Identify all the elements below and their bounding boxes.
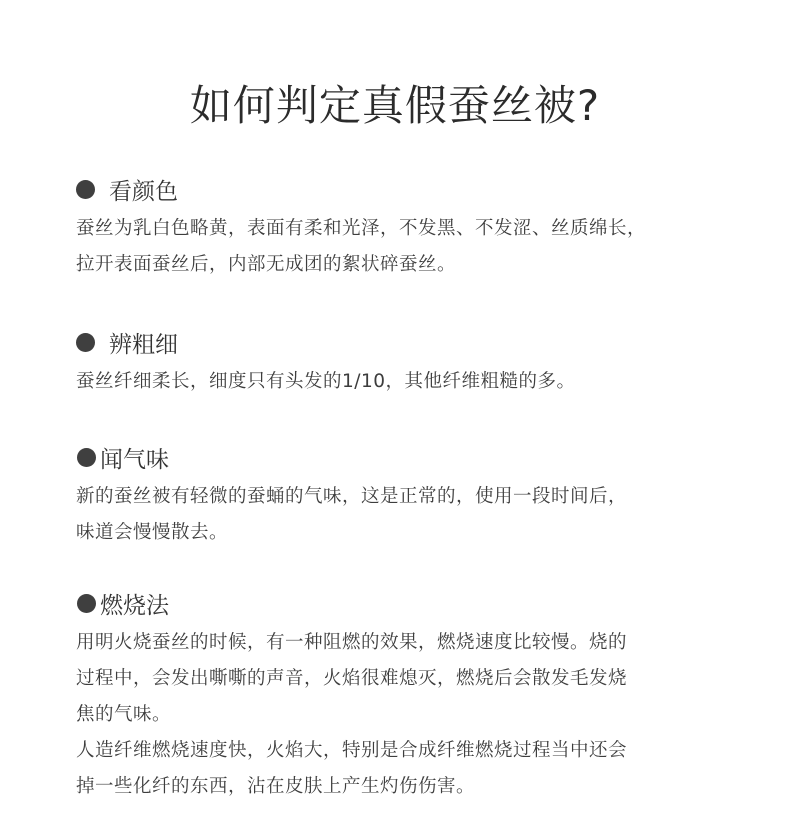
- bullet-icon: [76, 333, 95, 352]
- paragraph-line: 焦的气味。: [76, 704, 172, 725]
- bullet-icon: [76, 180, 95, 199]
- section-heading-text: 看颜色: [109, 178, 178, 205]
- section-color: [76, 171, 726, 283]
- section-heading-text: 辨粗细: [109, 331, 178, 358]
- section-heading: [76, 439, 726, 475]
- bullet-icon: [77, 448, 96, 467]
- section-heading: [76, 585, 726, 621]
- paragraph-line: 过程中，会发出嘶嘶的声音，火焰很难熄灭，燃烧后会散发毛发烧: [76, 668, 628, 689]
- paragraph-line: 蚕丝为乳白色略黄，表面有柔和光泽，不发黑、不发涩、丝质绵长，: [76, 218, 647, 239]
- bullet-icon: [77, 594, 96, 613]
- paragraph-line: 拉开表面蚕丝后，内部无成团的絮状碎蚕丝。: [76, 254, 457, 275]
- page-title: 如何判定真假蚕丝被?: [189, 81, 601, 130]
- section-thickness: [76, 324, 726, 400]
- section-heading: [76, 324, 726, 360]
- section-heading-text: 闻气味: [100, 446, 169, 473]
- paragraph-line: 用明火烧蚕丝的时候，有一种阻燃的效果，燃烧速度比较慢。烧的: [76, 632, 628, 653]
- section-smell: [76, 439, 726, 551]
- paragraph-line: 人造纤维燃烧速度快，火焰大，特别是合成纤维燃烧过程当中还会: [76, 740, 628, 761]
- paragraph-line: 掉一些化纤的东西，沾在皮肤上产生灼伤伤害。: [76, 776, 476, 797]
- paragraph-line: 味道会慢慢散去。: [76, 522, 229, 543]
- paragraph-line: 蚕丝纤细柔长，细度只有头发的1/10，其他纤维粗糙的多。: [76, 371, 576, 392]
- section-burning: [76, 585, 726, 805]
- paragraph-line: 新的蚕丝被有轻微的蚕蛹的气味，这是正常的，使用一段时间后，: [76, 486, 628, 507]
- section-heading-text: 燃烧法: [100, 592, 169, 619]
- section-heading: [76, 171, 726, 207]
